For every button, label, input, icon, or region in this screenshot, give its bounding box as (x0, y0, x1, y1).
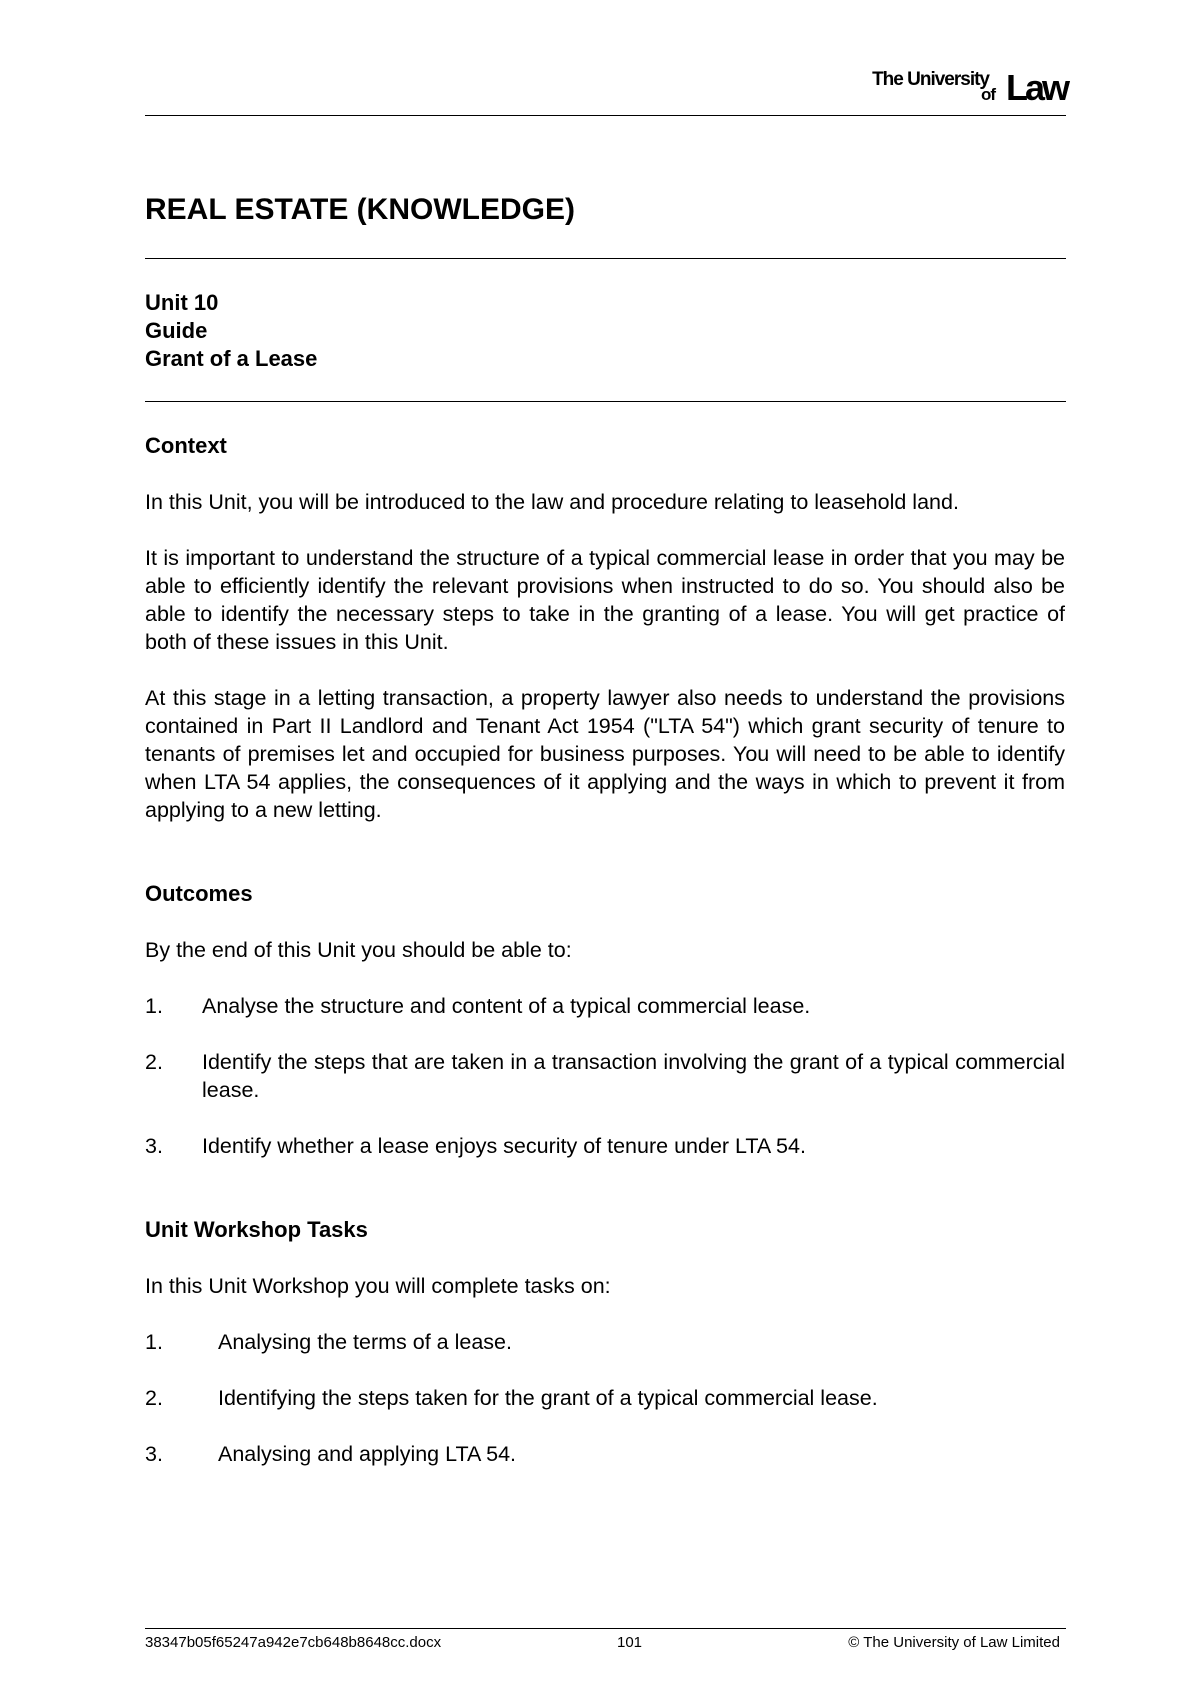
university-logo (857, 66, 1067, 106)
workshop-list (145, 1328, 1065, 1468)
logo-law: Law (1005, 67, 1067, 108)
item-text: Identify whether a lease enjoys security of tenure under LTA 54. (202, 1134, 806, 1158)
unit-number: Unit 10 (145, 290, 219, 315)
unit-block (145, 289, 317, 373)
logo-of: of (980, 85, 995, 104)
unit-guide: Guide (145, 318, 208, 343)
unit-subject: Grant of a Lease (145, 346, 318, 371)
outcomes-heading: Outcomes (145, 881, 253, 906)
item-number: 1. (145, 1330, 163, 1354)
item-text: Identifying the steps taken for the grant of a typical commercial lease. (218, 1386, 878, 1410)
list-item (145, 1328, 1065, 1356)
footer-filename: 38347b05f65247a942e7cb648b8648cc.docx (145, 1634, 442, 1651)
title-rule (145, 258, 1066, 259)
page-number: 101 (617, 1634, 643, 1651)
workshop-heading: Unit Workshop Tasks (145, 1217, 368, 1242)
context-paragraph: At this stage in a letting transaction, a property lawyer also needs to understand the provisions contained in Part II Landlord and Tenant Act 1954 ("LTA 54") which grant security of tenure to tenants of premises let and occupied for business purposes. You will need to be able to identify when LTA 54 applies, the consequences of it applying and the ways in which to prevent it from applying to a new letting. (145, 686, 1065, 822)
item-number: 1. (145, 994, 163, 1018)
context-paragraph: In this Unit, you will be introduced to the law and procedure relating to leasehold land. (145, 490, 959, 514)
header-rule (145, 115, 1066, 116)
item-number: 3. (145, 1134, 163, 1158)
item-number: 2. (145, 1386, 163, 1410)
list-item (145, 992, 1065, 1020)
footer-rule (145, 1628, 1066, 1629)
item-number: 3. (145, 1442, 163, 1466)
unit-rule (145, 401, 1066, 402)
list-item (145, 1384, 1065, 1412)
document-title: REAL ESTATE (KNOWLEDGE) (145, 193, 575, 226)
list-item (145, 1048, 1065, 1104)
list-item (145, 1132, 1065, 1160)
logo-line-1: The University (872, 69, 989, 90)
list-item (145, 1440, 1065, 1468)
outcomes-intro: By the end of this Unit you should be able to: (145, 938, 572, 962)
outcomes-list (145, 992, 1065, 1160)
workshop-intro: In this Unit Workshop you will complete tasks on: (145, 1274, 611, 1298)
item-text: Analysing and applying LTA 54. (218, 1442, 517, 1466)
footer-copyright: © The University of Law Limited (848, 1634, 1060, 1651)
item-text: Identify the steps that are taken in a transaction involving the grant of a typical commercial lease. (202, 1050, 1065, 1102)
context-heading: Context (145, 433, 227, 458)
item-text: Analysing the terms of a lease. (218, 1330, 512, 1354)
context-paragraph: It is important to understand the structure of a typical commercial lease in order that you may be able to efficiently identify the relevant provisions when instructed to do so. You should also be able to identify the necessary steps to take in the granting of a lease. You will get practice of both of these issues in this Unit. (145, 546, 1065, 654)
item-text: Analyse the structure and content of a typical commercial lease. (202, 994, 811, 1018)
item-number: 2. (145, 1050, 163, 1074)
document-body (145, 432, 1065, 1496)
